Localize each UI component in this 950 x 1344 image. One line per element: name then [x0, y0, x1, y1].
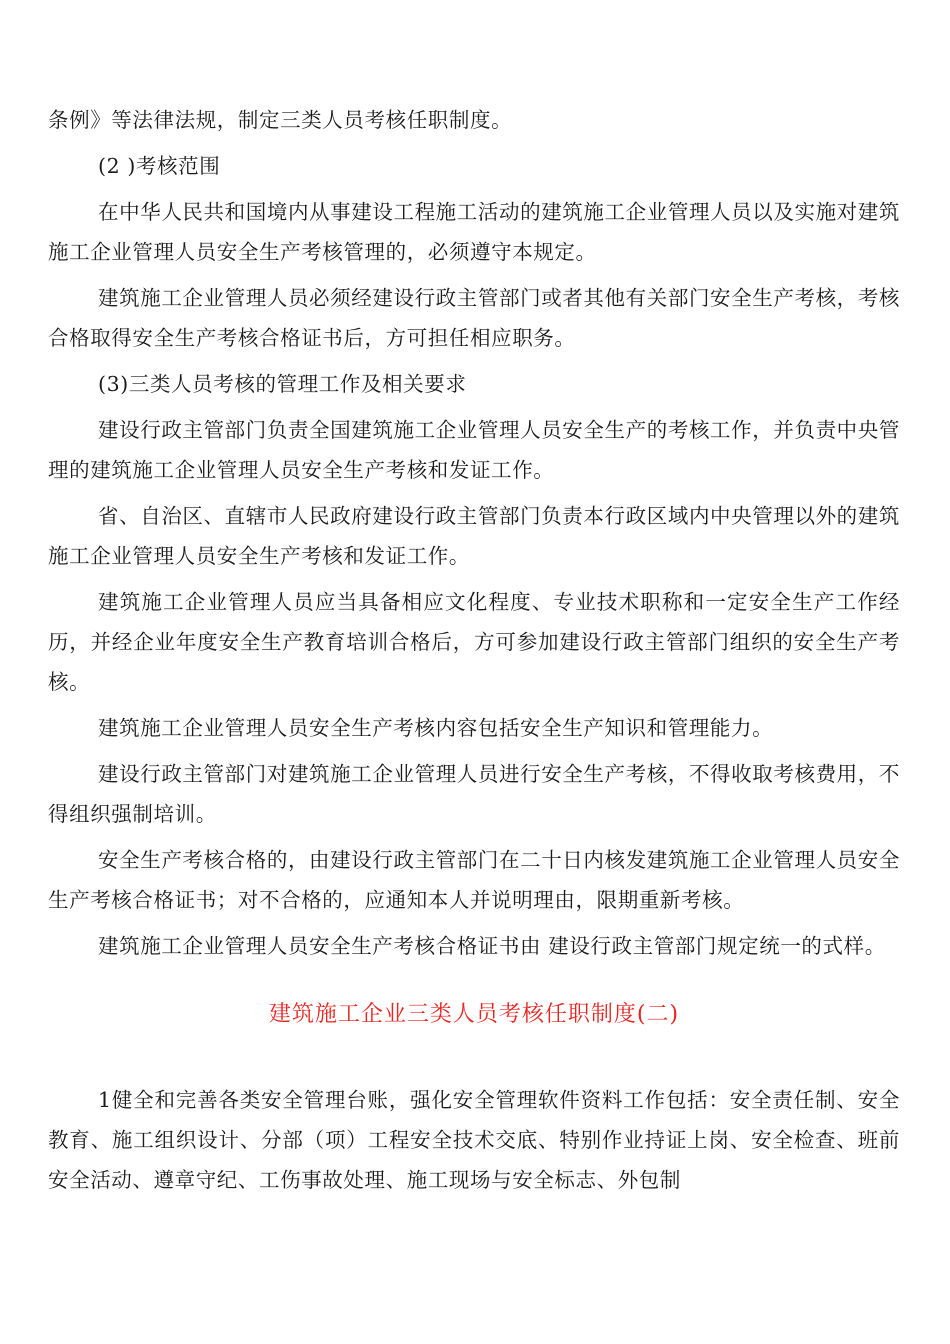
section-title: 建筑施工企业三类人员考核任职制度(二) [268, 1002, 680, 1027]
paragraph: 建筑施工企业管理人员安全生产考核内容包括安全生产知识和管理能力。 [98, 716, 774, 740]
paragraph: 在中华人民共和国境内从事建设工程施工活动的建筑施工企业管理人员以及实施对建筑施工企业管理人员安全生产考核管理的，必须遵守本规定。 [48, 200, 900, 264]
paragraph-continuation: 条例》等法律法规，制定三类人员考核任职制度。 [48, 108, 513, 132]
section-body [48, 1080, 900, 1200]
paragraph: 建设行政主管部门负责全国建筑施工企业管理人员安全生产的考核工作，并负责中央管理的建筑施工企业管理人员安全生产考核和发证工作。 [48, 418, 900, 482]
document-page [48, 100, 900, 1200]
paragraph: 建筑施工企业管理人员安全生产考核合格证书由 建设行政主管部门规定统一的式样。 [98, 934, 886, 958]
paragraph: 建设行政主管部门对建筑施工企业管理人员进行安全生产考核，不得收取考核费用，不得组织强制培训。 [48, 762, 900, 826]
paragraph: 建筑施工企业管理人员必须经建设行政主管部门或者其他有关部门安全生产考核，考核合格取得安全生产考核合格证书后，方可担任相应职务。 [48, 286, 900, 350]
subheading-scope: (2 )考核范围 [98, 154, 221, 178]
paragraph: 1健全和完善各类安全管理台账，强化安全管理软件资料工作包括：安全责任制、安全教育、施工组织设计、分部（项）工程安全技术交底、特别作业持证上岗、安全检查、班前安全活动、遵章守纪、工伤事故处理、施工现场与安全标志、外包制 [48, 1088, 900, 1192]
subheading-requirements: (3)三类人员考核的管理工作及相关要求 [98, 372, 467, 396]
paragraph: 建筑施工企业管理人员应当具备相应文化程度、专业技术职称和一定安全生产工作经历，并经企业年度安全生产教育培训合格后，方可参加建设行政主管部门组织的安全生产考核。 [48, 590, 900, 694]
paragraph: 省、自治区、直辖市人民政府建设行政主管部门负责本行政区域内中央管理以外的建筑施工企业管理人员安全生产考核和发证工作。 [48, 504, 900, 568]
paragraph: 安全生产考核合格的，由建设行政主管部门在二十日内核发建筑施工企业管理人员安全生产考核合格证书；对不合格的，应通知本人并说明理由，限期重新考核。 [48, 848, 900, 912]
